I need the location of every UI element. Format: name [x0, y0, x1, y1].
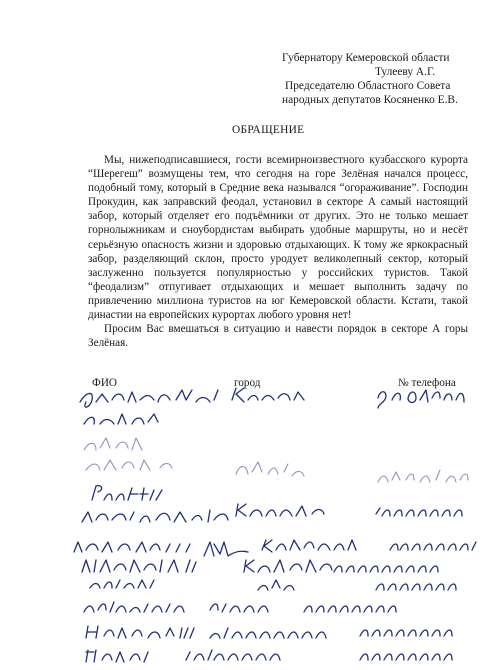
signature-row-5-name: [82, 560, 196, 572]
signature-row-7-city: [210, 604, 268, 612]
appeal-paragraph-1: Мы, нижеподписавшиеся, гости всемирноизвестного кузбасского курорта “Шерегеш” возмущены тем, что сегодня на горе Зелёная начался процесс, подобный тому, который в Средние века назывался “огораживание”. Господин Прокудин, как заправский феодал, установил в секторе А самый настоящий забор, который отделяет его подъёмники от других. Это не только мешает горнолыжникам и сноубордистам выбирать удобные маршруты, но и несёт серьёзную опасность жизни и здоровью отдыхающих. К тому же яркокрасный забор, разделяющий склон, просто уродует великолепный сектор, который заслуженно пользуется популярностью у российских туристов. Такой “феодализм” отпугивает отдыхающих и мешает выполнить задачу по привлечению миллиона туристов на юг Кемеровской области. Кстати, такой династии на европейских курортах любого уровня нет!: [88, 154, 468, 322]
signature-row-9-phone: [360, 654, 452, 660]
signature-row-7-name: [84, 602, 184, 612]
signature-row-1-phone: [378, 390, 464, 408]
signature-row-4-name: [74, 542, 190, 552]
signature-row-4-phone: [390, 542, 476, 550]
signature-row-5-city: [244, 560, 332, 572]
addressee-line-4: народных депутатов Косяненко Е.В.: [282, 94, 458, 106]
signature-row-2-city: [236, 462, 304, 476]
signature-row-6-name: [90, 580, 154, 588]
signature-row-9-name: [86, 650, 148, 662]
signature-row-1-city: [232, 388, 304, 402]
addressee-line-2: Тулееву А.Г.: [375, 66, 436, 78]
signature-row-3-name-2: [82, 510, 228, 522]
signature-row-8-name: [86, 626, 194, 638]
column-header-phone: № телефона: [398, 377, 456, 389]
signature-row-6-city: [258, 580, 294, 590]
signature-row-6-phone: [376, 584, 456, 590]
column-header-name: ФИО: [92, 377, 117, 389]
signature-row-1-name: [80, 390, 218, 424]
signature-row-9-city: [186, 650, 280, 660]
addressee-line-1: Губернатору Кемеровской области: [282, 52, 450, 64]
signature-row-8-phone: [360, 630, 452, 636]
signature-row-2-phone: [378, 470, 468, 482]
appeal-paragraph-2: Просим Вас вмешаться в ситуацию и навести порядок в секторе А горы Зелёная.: [88, 323, 468, 350]
signature-row-3-phone: [376, 508, 462, 516]
signature-row-7-phone: [304, 606, 396, 612]
signature-row-3-city: [236, 504, 324, 516]
signature-row-3-name: [92, 486, 162, 500]
column-header-city: город: [234, 377, 261, 389]
signature-row-2-name: [84, 438, 172, 470]
signature-row-4-city: [262, 540, 356, 552]
addressee-line-3: Председателю Областного Совета: [285, 80, 451, 92]
signature-row-4-sign: [204, 542, 248, 556]
signature-row-5-phone: [334, 566, 438, 572]
document-title: ОБРАЩЕНИЕ: [232, 124, 305, 136]
signature-row-8-city: [210, 628, 326, 638]
